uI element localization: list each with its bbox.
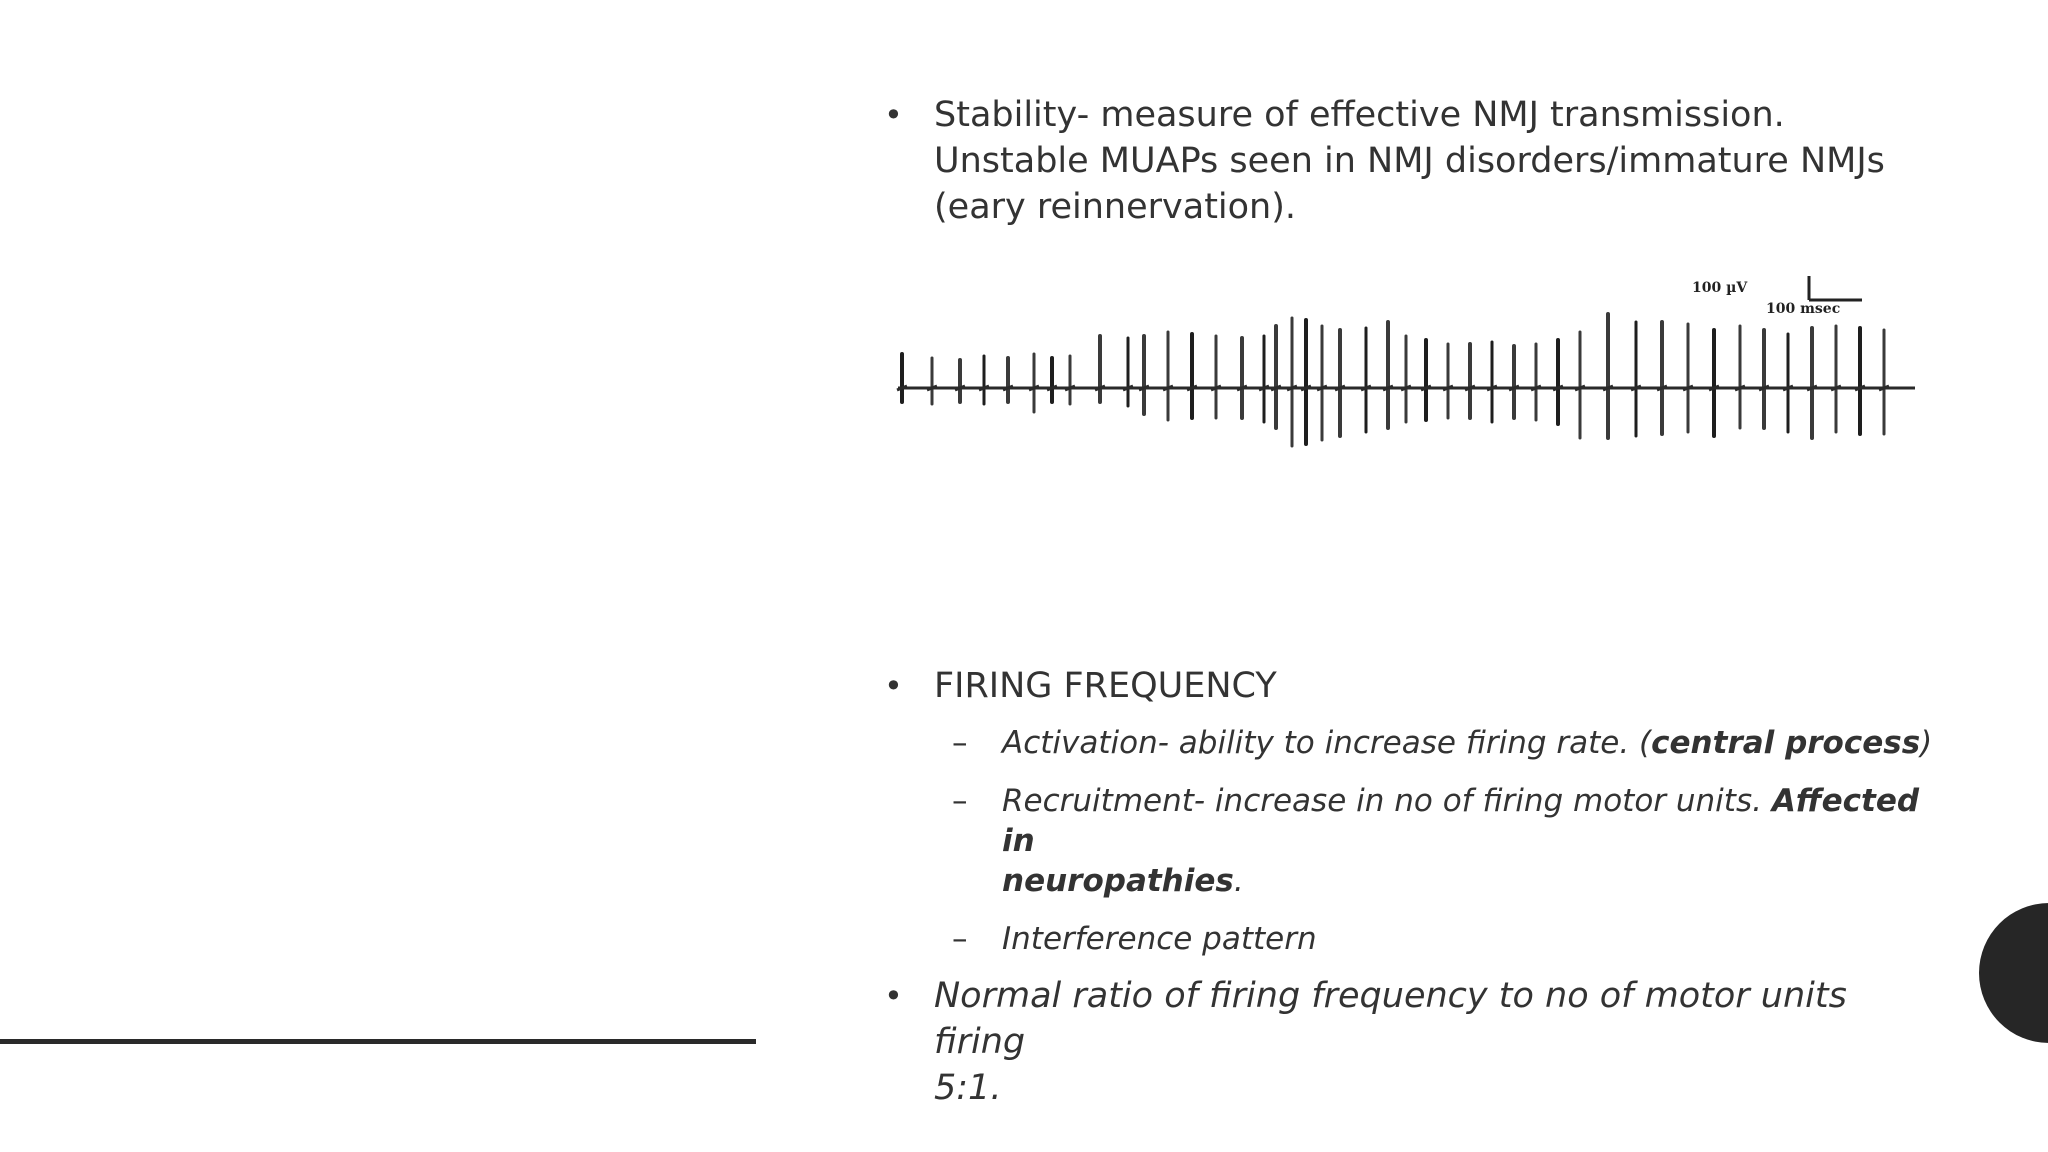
- bullet-stability: [884, 92, 1944, 230]
- firing-frequency-heading: • FIRING FREQUENCY: [934, 666, 1277, 706]
- recruitment-bold-b: neuropathies: [1002, 863, 1234, 899]
- emg-trace-figure: [880, 268, 1920, 458]
- scale-voltage-label: 100 µV: [1692, 280, 1748, 296]
- recruitment-bold-a: Affected in: [1002, 783, 1920, 859]
- stability-line-3: (eary reinnervation).: [934, 187, 1297, 227]
- bullet-ratio: [884, 973, 1944, 1111]
- slide-content: [884, 92, 1944, 1111]
- bullet-firing-frequency: [884, 663, 1944, 709]
- recruitment-end: .: [1233, 863, 1244, 899]
- scale-bar: [1692, 276, 1862, 317]
- page-number-badge: [1979, 903, 2048, 1043]
- emg-spikes: [897, 314, 1889, 446]
- sub-recruitment: [884, 781, 1944, 901]
- scale-time-label: 100 msec: [1766, 301, 1841, 317]
- sub-interference: [884, 919, 1944, 959]
- ratio-line-2: 5:1.: [934, 1068, 1002, 1108]
- interference-text: Interference pattern: [1002, 921, 1317, 957]
- stability-line-1: • Stability- measure of effective NMJ transmission.: [934, 95, 1785, 135]
- stability-line-2: Unstable MUAPs seen in NMJ disorders/immature NMJs: [934, 141, 1885, 181]
- recruitment-text: Recruitment- increase in no of firing motor units.: [1002, 783, 1772, 819]
- ratio-line-1: • Normal ratio of firing frequency to no of motor units firing: [934, 976, 1847, 1062]
- sub-activation: [884, 723, 1944, 763]
- activation-bold: central process: [1651, 725, 1921, 761]
- footer-divider: [0, 1039, 756, 1044]
- activation-text: Activation- ability to increase firing rate. (: [1002, 725, 1652, 761]
- activation-close: ): [1920, 725, 1933, 761]
